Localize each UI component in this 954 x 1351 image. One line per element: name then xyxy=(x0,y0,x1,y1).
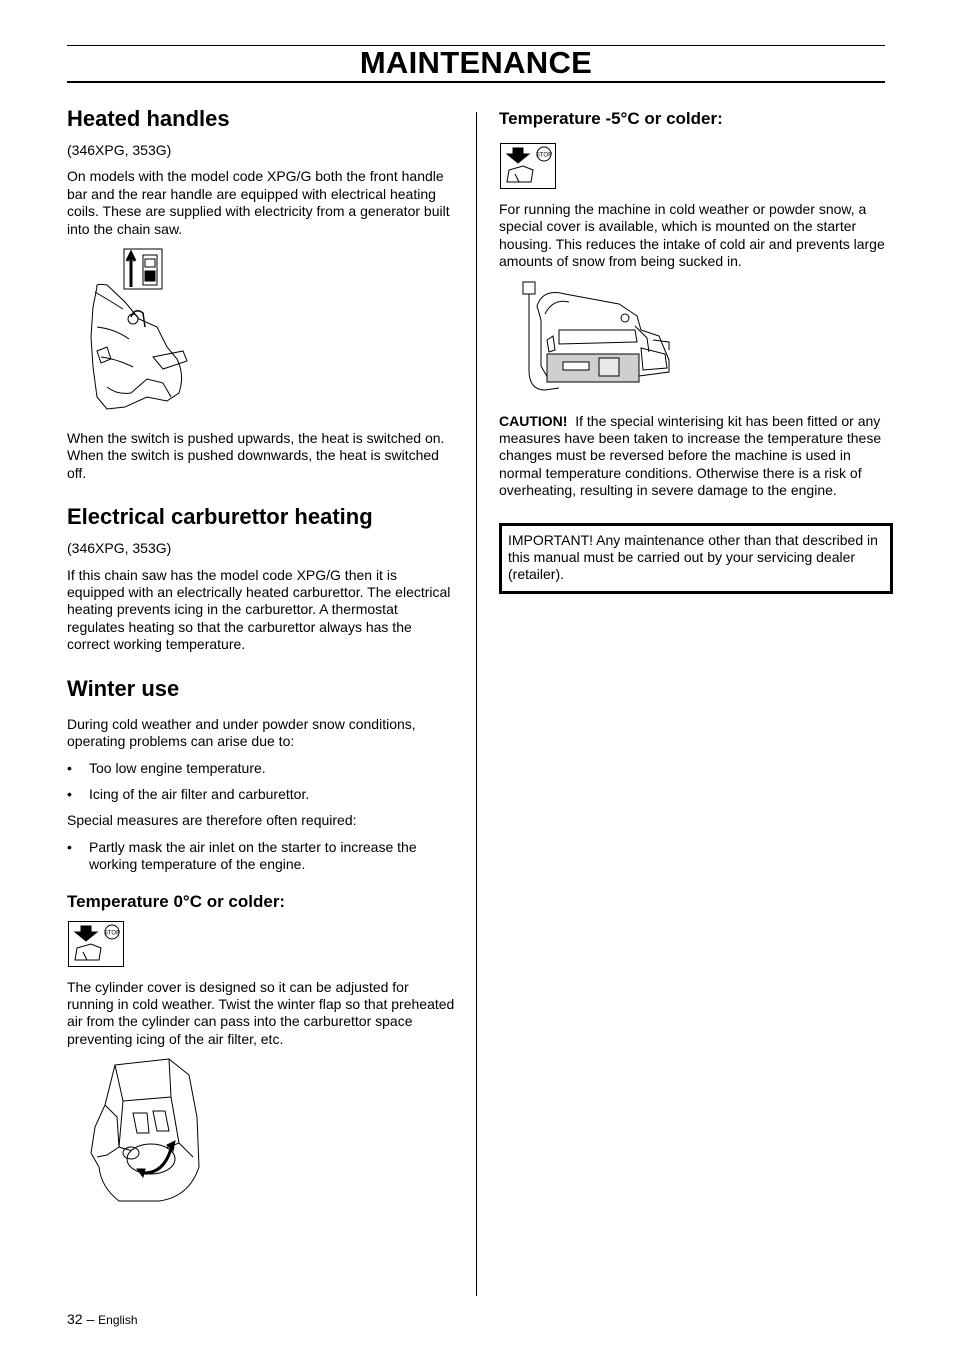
caution-text xyxy=(499,413,887,500)
stop-label: STOP xyxy=(535,152,553,159)
winter-use-heading: Winter use xyxy=(67,675,180,701)
cylinder-cover-illustration xyxy=(89,1057,455,1208)
carburettor-heating-section xyxy=(67,504,455,653)
heated-handles-models: (346XPG, 353G) xyxy=(67,142,172,158)
important-notice-box: IMPORTANT! Any maintenance other than that described in this manual must be carried out by your servicing dealer (retailer). xyxy=(499,523,893,594)
temperature-minus5-text: For running the machine in cold weather or powder snow, a special cover is available, which is mounted on the starter housing. This reduces the intake of cold air and prevents large amounts of snow from being sucked in. xyxy=(499,201,885,270)
footer-language: English xyxy=(98,1313,138,1327)
carburettor-heating-text: If this chain saw has the model code XPG/G then it is equipped with an electrically heated carburettor. The electrical heating prevents icing in the carburettor. A thermostat regulates heating so that the carburettor always has the correct working temperature. xyxy=(67,566,451,653)
winter-use-text-1: During cold weather and under powder snow conditions, operating problems can arise due to: xyxy=(67,715,416,750)
heated-handles-section xyxy=(67,106,455,482)
heated-handle-illustration xyxy=(67,247,455,416)
heated-handles-text-2: When the switch is pushed upwards, the heat is switched on. When the switch is pushed downwards, the heat is switched off. xyxy=(67,430,445,481)
temperature-0-section xyxy=(67,891,455,1209)
temperature-minus5-heading: Temperature -5°C or colder: xyxy=(499,109,723,128)
winter-cover-illustration xyxy=(519,280,887,399)
winter-use-text-2: Special measures are therefore often required: xyxy=(67,812,357,829)
stop-engine-icon xyxy=(68,921,124,967)
list-item: • Partly mask the air inlet on the starter to increase the working temperature of the engine. xyxy=(67,839,455,874)
page-title: MAINTENANCE xyxy=(359,45,593,80)
temperature-0-text: The cylinder cover is designed so it can be adjusted for running in cold weather. Twist the winter flap so that preheated air from the cylinder can pass into the carburettor space preventing icing of the air filter, etc. xyxy=(67,978,455,1047)
page-number: 32 xyxy=(67,1311,83,1327)
heated-handles-text-1: On models with the model code XPG/G both the front handle bar and the rear handle are equipped with electrical heating coils. These are supplied with electricity from a generator built into the chain saw. xyxy=(67,168,450,237)
heated-handles-heading: Heated handles xyxy=(67,106,230,131)
header-rule-bottom xyxy=(67,81,885,83)
right-column xyxy=(499,108,887,594)
carburettor-heating-models: (346XPG, 353G) xyxy=(67,540,172,557)
temperature-0-heading: Temperature 0°C or colder: xyxy=(67,891,286,911)
stop-engine-icon xyxy=(500,143,556,189)
caution-body: If the special winterising kit has been fitted or any measures have been taken to increase the temperature these changes must be reversed before the machine is used in normal temperature conditions. Otherwise there is a risk of overheating, resulting in severe damage to the engine. xyxy=(499,412,882,499)
column-divider xyxy=(476,112,477,1296)
list-item: • Too low engine temperature. xyxy=(67,760,455,777)
footer-dash: – xyxy=(86,1311,95,1327)
winter-problems-list xyxy=(67,760,455,804)
stop-label: STOP xyxy=(103,930,121,937)
left-column xyxy=(67,106,455,1222)
winter-use-section xyxy=(67,676,455,874)
carburettor-heating-heading: Electrical carburettor heating xyxy=(67,504,373,530)
caution-label: CAUTION! xyxy=(499,412,568,429)
winter-measures-list xyxy=(67,839,455,874)
page-footer xyxy=(67,1311,138,1327)
list-item: • Icing of the air filter and carburettor. xyxy=(67,786,455,803)
temperature-minus5-section xyxy=(499,108,887,500)
